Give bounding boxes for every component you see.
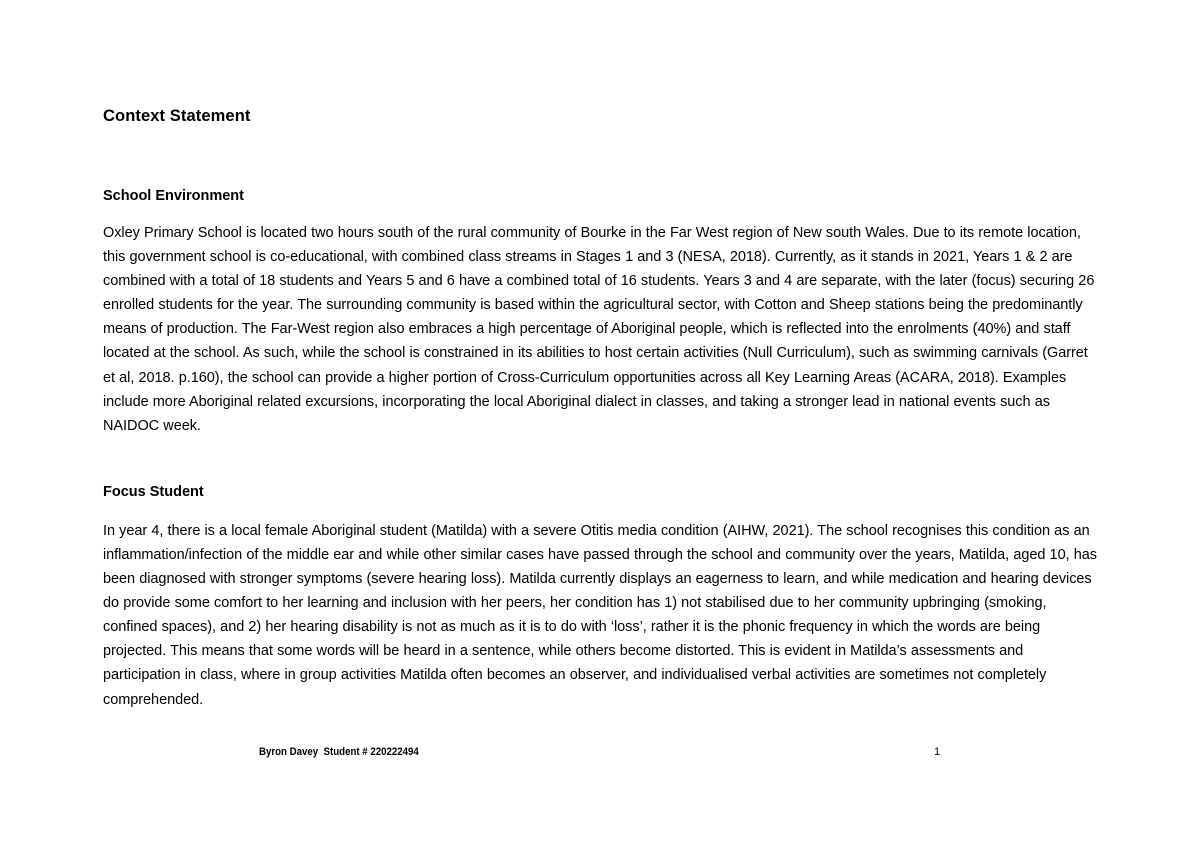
section-heading-focus-student: Focus Student xyxy=(103,483,204,500)
section-paragraph-school-environment: Oxley Primary School is located two hours south of the rural community of Bourke in the Far West region of New south Wales. Due to its remote location, this government school is co-educational, with combined class streams in Stages 1 and 3 (NESA, 2018). Currently, as it stands in 2021, Years 1 & 2 are combined with a total of 18 students and Years 5 and 6 have a combined total of 16 students. Years 3 and 4 are separate, with the later (focus) securing 26 enrolled students for the year. The surrounding community is based within the agricultural sector, with Cotton and Sheep stations being the predominantly means of production. The Far-West region also embraces a high percentage of Aboriginal people, which is reflected into the enrolments (40%) and staff located at the school. As such, while the school is constrained in its abilities to host certain activities (Null Curriculum), such as swimming carnivals (Garret et al, 2018. p.160), the school can provide a higher portion of Cross-Curriculum opportunities across all Key Learning Areas (ACARA, 2018). Examples include more Aboriginal related excursions, incorporating the local Aboriginal dialect in classes, and taking a stronger lead in national events such as NAIDOC week. xyxy=(103,225,1095,434)
section-paragraph-focus-student: In year 4, there is a local female Aboriginal student (Matilda) with a severe Otitis media condition (AIHW, 2021). The school recognises this condition as an inflammation/infection of the middle ear and while other similar cases have passed through the school and community over the years, Matilda, aged 10, has been diagnosed with stronger symptoms (severe hearing loss). Matilda currently displays an eagerness to learn, and while medication and hearing devices do provide some comfort to her learning and inclusion with her peers, her condition has 1) not stabilised due to her community upbringing (smoking, confined spaces), and 2) her hearing disability is not as much as it is to do with ‘loss’, rather it is the phonic frequency in which the words are being projected. This means that some words will be heard in a sentence, while others become distorted. This is evident in Matilda’s assessments and participation in class, where in group activities Matilda often becomes an observer, and individualised verbal activities are sometimes not completely comprehended. xyxy=(103,522,1097,708)
section-heading-school-environment: School Environment xyxy=(103,188,244,204)
footer-author-student-id: Byron Davey Student # 220222494 xyxy=(259,746,419,758)
footer-page-number: 1 xyxy=(934,746,941,758)
document-title: Context Statement xyxy=(103,107,251,125)
document-body xyxy=(103,104,1098,712)
